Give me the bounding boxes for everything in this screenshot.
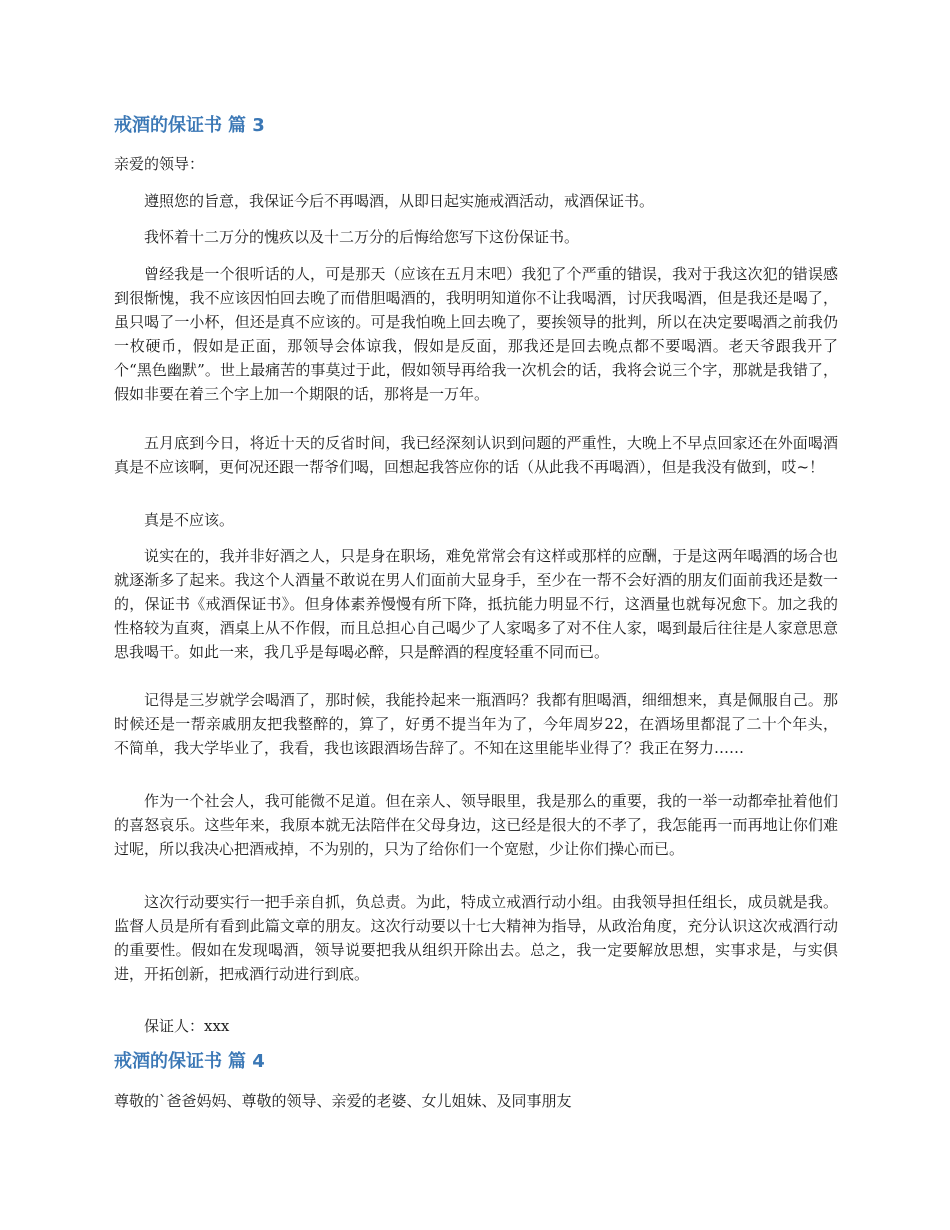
paragraph: 曾经我是一个很听话的人，可是那天（应该在五月末吧）我犯了个严重的错误，我对于我这次犯的错误感到很惭愧，我不应该因怕回去晚了而借胆喝酒的，我明明知道你不让我喝酒，讨厌我喝酒，但是我还是喝了，虽只喝了一小杯，但还是真不应该的。可是我怕晚上回去晚了，要挨领导的批判，所以在决定要喝酒之前我仍一枚硬币，假如是正面，那领导会体谅我，假如是反面，那我还是回去晚点都不要喝酒。老天爷跟我开了个“黑色幽默”。世上最痛苦的事莫过于此，假如领导再给我一次机会的话，我将会说三个字，那就是我错了，假如非要在着三个字上加一个期限的话，那将是一万年。 [114, 265, 838, 403]
paragraph: 遵照您的旨意，我保证今后不再喝酒，从即日起实施戒酒活动，戒酒保证书。 [144, 192, 655, 210]
section-heading [114, 114, 265, 138]
section-title: 戒酒的保证书 [114, 1051, 222, 1072]
signature-line: 保证人：xxx [144, 1017, 230, 1035]
paragraph: 真是不应该。 [144, 511, 235, 529]
paragraph: 我怀着十二万分的愧疚以及十二万分的后悔给您写下这份保证书。 [144, 228, 580, 246]
paragraph: 说实在的，我并非好酒之人，只是身在职场，难免常常会有这样或那样的应酬，于是这两年喝酒的场合也就逐渐多了起来。我这个人酒量不敢说在男人们面前大显身手，至少在一帮不会好酒的朋友们面前我还是数一的，保证书《戒酒保证书》。但身体素养慢慢有所下降，抵抗能力明显不行，这酒量也就每况愈下。加之我的性格较为直爽，酒桌上从不作假，而且总担心自己喝少了人家喝多了对不住人家，喝到最后往往是人家意思意思我喝干。如此一来，我几乎是每喝必醉，只是醉酒的程度轻重不同而已。 [114, 547, 838, 661]
section-number: 篇 4 [228, 1051, 265, 1072]
section-number: 篇 3 [228, 115, 265, 136]
paragraph: 五月底到今日，将近十天的反省时间，我已经深刻认识到问题的严重性，大晚上不早点回家还在外面喝酒真是不应该啊，更何况还跟一帮爷们喝，回想起我答应你的话（从此我不再喝酒），但是我没有做到，哎~！ [114, 434, 838, 476]
salutation: 亲爱的领导： [114, 155, 205, 173]
section-heading [114, 1050, 265, 1074]
paragraph: 作为一个社会人，我可能微不足道。但在亲人、领导眼里，我是那么的重要，我的一举一动都牵扯着他们的喜怒哀乐。这些年来，我原本就无法陪伴在父母身边，这已经是很大的不孝了，我怎能再一而再地让你们难过呢，所以我决心把酒戒掉，不为别的，只为了给你们一个宽慰，少让你们操心而已。 [114, 792, 838, 858]
salutation: 尊敬的`爸爸妈妈、尊敬的领导、亲爱的老婆、女儿姐妹、及同事朋友 [114, 1092, 572, 1110]
paragraph: 这次行动要实行一把手亲自抓，负总责。为此，特成立戒酒行动小组。由我领导担任组长，成员就是我。监督人员是所有看到此篇文章的朋友。这次行动要以十七大精神为指导，从政治角度，充分认识这次戒酒行动的重要性。假如在发现喝酒，领导说要把我从组织开除出去。总之，我一定要解放思想，实事求是，与实俱进，开拓创新，把戒酒行动进行到底。 [114, 893, 838, 983]
paragraph: 记得是三岁就学会喝酒了，那时候，我能拎起来一瓶酒吗？我都有胆喝酒，细细想来，真是佩服自己。那时候还是一帮亲戚朋友把我整醉的，算了，好勇不提当年为了，今年周岁22，在酒场里都混了二十个年头，不简单，我大学毕业了，我看，我也该跟酒场告辞了。不知在这里能毕业得了？我正在努力…… [114, 691, 838, 757]
section-title: 戒酒的保证书 [114, 115, 222, 136]
